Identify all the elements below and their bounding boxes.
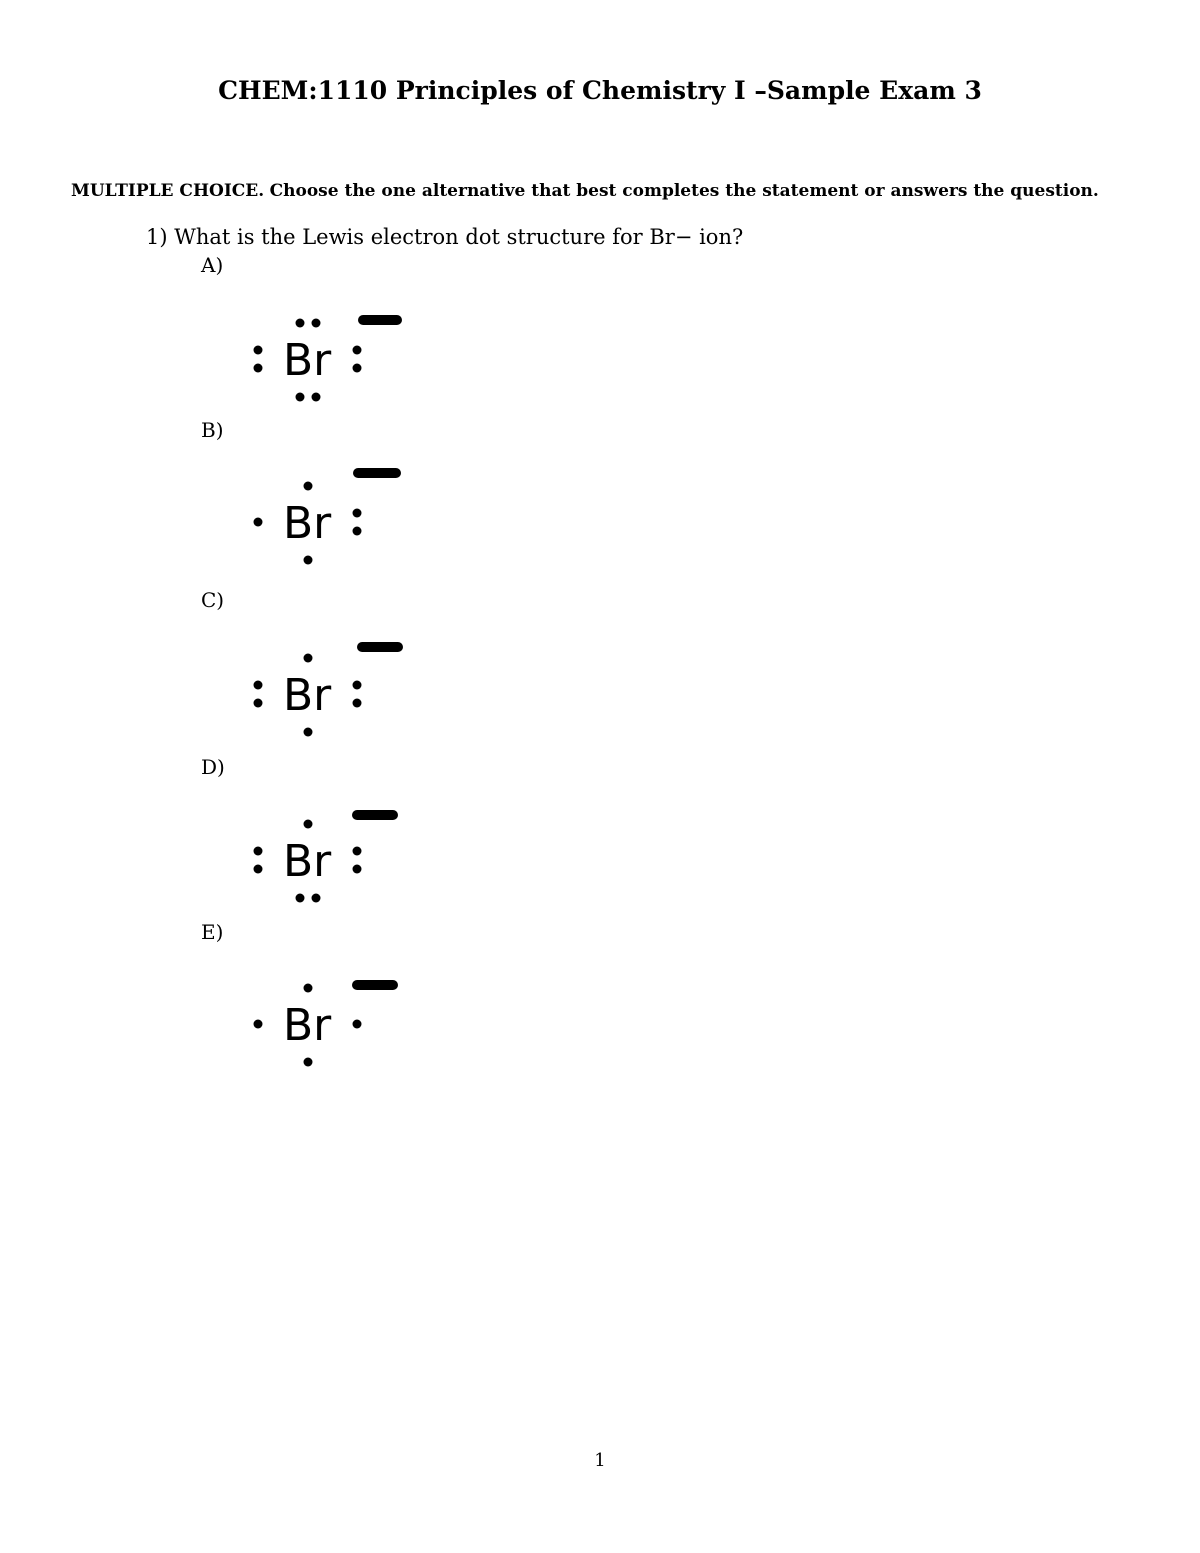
electron-dot-top <box>304 984 313 993</box>
electron-dot-right <box>353 346 362 355</box>
electron-dot-bottom <box>296 393 305 402</box>
lewis-structure-b[interactable] <box>235 458 415 568</box>
element-symbol: Br <box>283 670 332 721</box>
element-symbol: Br <box>283 498 332 549</box>
choice-label-b[interactable]: B) <box>201 418 224 442</box>
instructions-text: Choose the one alternative that best completes the statement or answers the question. <box>269 181 1099 201</box>
electron-dot-bottom <box>304 728 313 737</box>
electron-dot-top <box>312 319 321 328</box>
electron-dot-right <box>353 847 362 856</box>
choice-label-e[interactable]: E) <box>201 920 224 944</box>
electron-dot-top <box>296 319 305 328</box>
negative-charge-bar <box>358 315 402 325</box>
electron-dot-left <box>254 865 263 874</box>
lewis-structure-c[interactable] <box>235 632 415 742</box>
electron-dot-right <box>353 364 362 373</box>
electron-dot-right <box>353 509 362 518</box>
electron-dot-left <box>254 847 263 856</box>
question-1-text: 1) What is the Lewis electron dot structure for Br− ion? <box>146 225 744 249</box>
element-symbol: Br <box>283 335 332 386</box>
electron-dot-top <box>304 654 313 663</box>
negative-charge-bar <box>352 810 398 820</box>
lewis-structure-e[interactable] <box>235 970 415 1080</box>
choice-label-d[interactable]: D) <box>201 755 225 779</box>
electron-dot-left <box>254 346 263 355</box>
electron-dot-right <box>353 681 362 690</box>
electron-dot-left <box>254 518 263 527</box>
electron-dot-bottom <box>304 1058 313 1067</box>
electron-dot-top <box>304 820 313 829</box>
electron-dot-bottom <box>296 894 305 903</box>
electron-dot-left <box>254 1020 263 1029</box>
electron-dot-bottom <box>304 556 313 565</box>
negative-charge-bar <box>353 468 401 478</box>
exam-title: CHEM:1110 Principles of Chemistry I –Sample Exam 3 <box>218 76 982 105</box>
electron-dot-right <box>353 1020 362 1029</box>
choice-label-c[interactable]: C) <box>201 588 225 612</box>
section-instructions <box>71 181 1099 201</box>
electron-dot-bottom <box>312 393 321 402</box>
electron-dot-top <box>304 482 313 491</box>
lewis-structure-d[interactable] <box>235 800 415 910</box>
negative-charge-bar <box>357 642 403 652</box>
electron-dot-left <box>254 699 263 708</box>
electron-dot-right <box>353 865 362 874</box>
instructions-lead: MULTIPLE CHOICE. <box>71 181 265 201</box>
electron-dot-left <box>254 364 263 373</box>
page-number: 1 <box>594 1450 606 1471</box>
element-symbol: Br <box>283 836 332 887</box>
element-symbol: Br <box>283 1000 332 1051</box>
lewis-structure-a[interactable] <box>235 305 415 415</box>
negative-charge-bar <box>352 980 398 990</box>
electron-dot-bottom <box>312 894 321 903</box>
electron-dot-left <box>254 681 263 690</box>
electron-dot-right <box>353 699 362 708</box>
choice-label-a[interactable]: A) <box>201 253 224 277</box>
electron-dot-right <box>353 527 362 536</box>
